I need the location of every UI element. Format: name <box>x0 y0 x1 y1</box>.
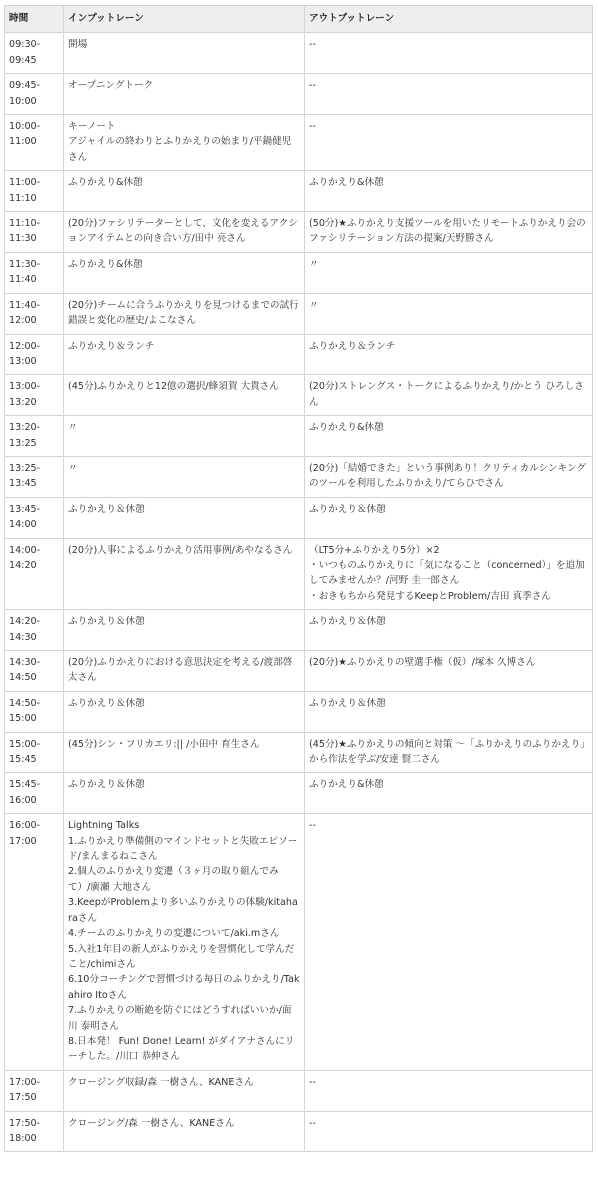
input-lane-cell <box>64 293 305 334</box>
output-session-text: -- <box>309 1117 316 1129</box>
output-lane-cell <box>305 334 593 375</box>
schedule-table <box>4 5 593 1152</box>
time-cell <box>5 538 64 610</box>
input-lane-cell <box>64 773 305 814</box>
output-session-text: -- <box>309 820 316 832</box>
input-lane-cell <box>64 1070 305 1111</box>
table-row <box>5 610 593 651</box>
output-lane-cell <box>305 610 593 651</box>
time-cell <box>5 497 64 538</box>
input-session-text: (20分)チームに合うふりかえりを見つけるまでの試行錯誤と変化の歴史/よこなさん <box>68 299 299 327</box>
input-session-text: クロージング収録/森 一樹さん、KANEさん <box>68 1076 254 1088</box>
time-start: 14:00- <box>9 544 41 556</box>
time-start: 13:25- <box>9 462 41 474</box>
header-row <box>5 6 593 33</box>
input-session-text: 5.入社1年目の新人がふりかえりを習慣化して学んだこと/chimiさん <box>68 943 295 970</box>
time-end: 11:10 <box>9 192 37 204</box>
time-cell <box>5 456 64 497</box>
output-session-text: -- <box>309 80 316 92</box>
time-start: 13:20- <box>9 422 41 434</box>
time-start: 11:30- <box>9 258 41 270</box>
input-session-text: (45分)シン・フリカエリ:|| /小田中 育生さん <box>68 738 260 750</box>
time-end: 11:40 <box>9 274 37 286</box>
time-start: 14:30- <box>9 657 41 668</box>
output-lane-cell <box>305 773 593 814</box>
output-session-text: ふりかえり&休憩 <box>309 779 384 791</box>
input-session-text: キーノート <box>68 121 116 133</box>
output-session-text: ・おきもちから発見するKeepとProblem/吉田 真季さん <box>309 590 551 602</box>
time-end: 10:00 <box>9 95 37 107</box>
output-lane-cell <box>305 416 593 457</box>
input-session-text: 7.ふりかえりの断絶を防ぐにはどうすればいいか/面川 泰明さん <box>68 1005 292 1032</box>
time-start: 13:00- <box>9 381 41 393</box>
output-session-text: (20分)★ふりかえりの壁選手権（仮）/塚本 久博さん <box>309 657 536 668</box>
time-cell <box>5 610 64 651</box>
output-lane-cell <box>305 1070 593 1111</box>
time-end: 14:00 <box>9 519 37 531</box>
input-session-text: ふりかえり&休憩 <box>68 177 143 189</box>
time-start: 14:20- <box>9 616 41 628</box>
input-session-text: (20分)ふりかえりにおける意思決定を考える/渡部啓太さん <box>68 657 293 684</box>
input-session-text: ふりかえり＆ランチ <box>68 340 155 352</box>
table-row <box>5 212 593 253</box>
input-lane-cell <box>64 691 305 732</box>
output-session-text: ふりかえり＆休憩 <box>309 503 386 515</box>
schedule-body <box>5 33 593 1152</box>
time-cell <box>5 1111 64 1152</box>
output-session-text: （LT5分+ふりかえり5分）×2 <box>309 544 440 556</box>
input-session-text: 3.KeepがProblemより多いふりかえりの体験/kitaharaさん <box>68 897 298 924</box>
table-row <box>5 691 593 732</box>
table-row <box>5 334 593 375</box>
input-session-text: (20分)人事によるふりかえり活用事例/あやなるさん <box>68 544 293 556</box>
input-session-text: アジャイルの終わりとふりかえりの始まり/平鍋健児さん <box>68 136 292 163</box>
time-end: 13:25 <box>9 437 37 449</box>
table-row <box>5 732 593 773</box>
table-row <box>5 773 593 814</box>
output-lane-cell <box>305 456 593 497</box>
time-cell <box>5 171 64 212</box>
input-session-text: 〃 <box>68 462 78 474</box>
time-cell <box>5 375 64 416</box>
header-output-lane: アウトプットレーン <box>305 6 593 33</box>
time-start: 15:45- <box>9 779 41 791</box>
time-end: 13:45 <box>9 478 37 490</box>
table-row <box>5 416 593 457</box>
time-cell <box>5 814 64 1071</box>
output-session-text: -- <box>309 121 316 133</box>
time-end: 11:30 <box>9 233 37 245</box>
input-lane-cell <box>64 814 305 1071</box>
time-start: 09:45- <box>9 80 41 92</box>
time-end: 13:00 <box>9 355 37 367</box>
table-row <box>5 456 593 497</box>
output-session-text: 〃 <box>309 299 319 311</box>
output-session-text: ・いつものふりかえりに「気になること（concerned）」を追加してみませんか？/河野 圭一郎さん <box>309 559 585 587</box>
input-session-text: 4.チームのふりかえりの変遷について/aki.mさん <box>68 928 280 940</box>
time-cell <box>5 293 64 334</box>
table-row <box>5 375 593 416</box>
time-cell <box>5 334 64 375</box>
time-start: 11:40- <box>9 299 41 311</box>
table-row <box>5 171 593 212</box>
input-session-text: Lightning Talks <box>68 820 140 832</box>
input-session-text: 開場 <box>68 39 88 51</box>
input-session-text: ふりかえり&休憩 <box>68 258 143 270</box>
table-row <box>5 651 593 692</box>
time-start: 11:10- <box>9 218 41 230</box>
output-session-text: (20分)「結婚できた」という事例あり！クリティカルシンキングのツールを利用したふりかえり/てらひでさん <box>309 462 586 490</box>
output-lane-cell <box>305 814 593 1071</box>
time-end: 17:00 <box>9 835 37 847</box>
input-lane-cell <box>64 610 305 651</box>
table-row <box>5 1111 593 1152</box>
input-lane-cell <box>64 33 305 74</box>
output-lane-cell <box>305 252 593 293</box>
input-lane-cell <box>64 538 305 610</box>
time-cell <box>5 74 64 115</box>
input-session-text: 8.日本発！ Fun! Done! Learn! がダイアナさんにリーチした。/川口 恭伸さん <box>68 1035 295 1063</box>
output-lane-cell <box>305 732 593 773</box>
input-session-text: ふりかえり＆休憩 <box>68 697 145 709</box>
input-session-text: 1.ふりかえり準備側のマインドセットと失敗エピソード/まんまるねこさん <box>68 835 298 863</box>
output-lane-cell <box>305 74 593 115</box>
input-session-text: クロージング/森 一樹さん、KANEさん <box>68 1117 235 1129</box>
input-lane-cell <box>64 375 305 416</box>
time-end: 14:50 <box>9 672 37 684</box>
input-session-text: (45分)ふりかえりと12億の選択/蜂須賀 大貴さん <box>68 381 279 393</box>
output-session-text: ふりかえり＆休憩 <box>309 697 386 709</box>
output-lane-cell <box>305 293 593 334</box>
input-session-text: 〃 <box>68 422 78 434</box>
input-lane-cell <box>64 416 305 457</box>
output-session-text: -- <box>309 39 316 51</box>
time-end: 15:45 <box>9 754 37 766</box>
input-session-text: 6.10分コーチングで習慣づける毎日のふりかえり/Takahiro Itoさん <box>68 974 300 1001</box>
input-session-text: ふりかえり＆休憩 <box>68 503 145 515</box>
time-end: 09:45 <box>9 54 37 66</box>
input-lane-cell <box>64 732 305 773</box>
output-lane-cell <box>305 212 593 253</box>
output-lane-cell <box>305 171 593 212</box>
time-cell <box>5 212 64 253</box>
input-session-text: (20分)ファシリテーターとして、文化を変えるアクションアイテムとの向き合い方/田中 亮さん <box>68 218 298 245</box>
time-end: 18:00 <box>9 1132 37 1144</box>
header-input-lane: インプットレーン <box>64 6 305 33</box>
header-time: 時間 <box>5 6 64 33</box>
table-row <box>5 293 593 334</box>
input-session-text: ふりかえり＆休憩 <box>68 779 145 791</box>
input-lane-cell <box>64 651 305 692</box>
output-lane-cell <box>305 691 593 732</box>
time-start: 17:00- <box>9 1076 41 1088</box>
output-session-text: (50分)★ふりかえり支援ツールを用いたリモートふりかえり会のファシリテーション方法の提案/天野勝さん <box>309 218 586 245</box>
time-end: 14:30 <box>9 631 37 643</box>
input-session-text: 2.個人のふりかえり変遷（３ヶ月の取り組んでみて）/廣瀬 大地さん <box>68 866 279 893</box>
time-cell <box>5 115 64 171</box>
table-row <box>5 252 593 293</box>
time-start: 11:00- <box>9 177 41 189</box>
time-start: 14:50- <box>9 697 41 709</box>
time-end: 17:50 <box>9 1092 37 1104</box>
time-end: 12:00 <box>9 315 37 327</box>
input-lane-cell <box>64 1111 305 1152</box>
time-cell <box>5 416 64 457</box>
input-session-text: オープニングトーク <box>68 80 154 92</box>
input-lane-cell <box>64 171 305 212</box>
time-end: 15:00 <box>9 713 37 725</box>
table-row <box>5 814 593 1071</box>
time-start: 16:00- <box>9 820 41 832</box>
time-end: 16:00 <box>9 794 37 806</box>
output-lane-cell <box>305 1111 593 1152</box>
time-start: 17:50- <box>9 1117 41 1129</box>
time-end: 13:20 <box>9 396 37 408</box>
time-end: 11:00 <box>9 136 37 148</box>
output-session-text: 〃 <box>309 258 319 270</box>
output-lane-cell <box>305 497 593 538</box>
output-session-text: ふりかえり＆休憩 <box>309 616 386 628</box>
time-start: 13:45- <box>9 503 41 515</box>
time-cell <box>5 651 64 692</box>
time-cell <box>5 33 64 74</box>
table-row <box>5 33 593 74</box>
input-lane-cell <box>64 115 305 171</box>
time-start: 12:00- <box>9 340 41 352</box>
time-start: 15:00- <box>9 738 41 750</box>
output-session-text: -- <box>309 1076 316 1088</box>
input-lane-cell <box>64 212 305 253</box>
time-cell <box>5 252 64 293</box>
time-cell <box>5 1070 64 1111</box>
output-session-text: (20分)ストレングス・トークによるふりかえり/かとう ひろしさん <box>309 381 584 408</box>
input-lane-cell <box>64 334 305 375</box>
output-lane-cell <box>305 651 593 692</box>
input-lane-cell <box>64 252 305 293</box>
output-lane-cell <box>305 33 593 74</box>
time-cell <box>5 691 64 732</box>
time-end: 14:20 <box>9 559 37 571</box>
time-start: 09:30- <box>9 39 41 51</box>
time-cell <box>5 773 64 814</box>
output-session-text: ふりかえり&休憩 <box>309 422 384 434</box>
output-lane-cell <box>305 538 593 610</box>
output-lane-cell <box>305 115 593 171</box>
input-lane-cell <box>64 74 305 115</box>
table-row <box>5 115 593 171</box>
table-row <box>5 74 593 115</box>
time-cell <box>5 732 64 773</box>
table-row <box>5 1070 593 1111</box>
table-row <box>5 497 593 538</box>
output-session-text: (45分)★ふりかえりの傾向と対策 ～「ふりかえりのふりかえり」から作法を学ぶ/安達 賢二さん <box>309 738 585 766</box>
time-start: 10:00- <box>9 121 41 133</box>
table-row <box>5 538 593 610</box>
input-lane-cell <box>64 456 305 497</box>
output-lane-cell <box>305 375 593 416</box>
input-lane-cell <box>64 497 305 538</box>
input-session-text: ふりかえり＆休憩 <box>68 616 145 628</box>
output-session-text: ふりかえり&休憩 <box>309 177 384 189</box>
output-session-text: ふりかえり＆ランチ <box>309 340 396 352</box>
